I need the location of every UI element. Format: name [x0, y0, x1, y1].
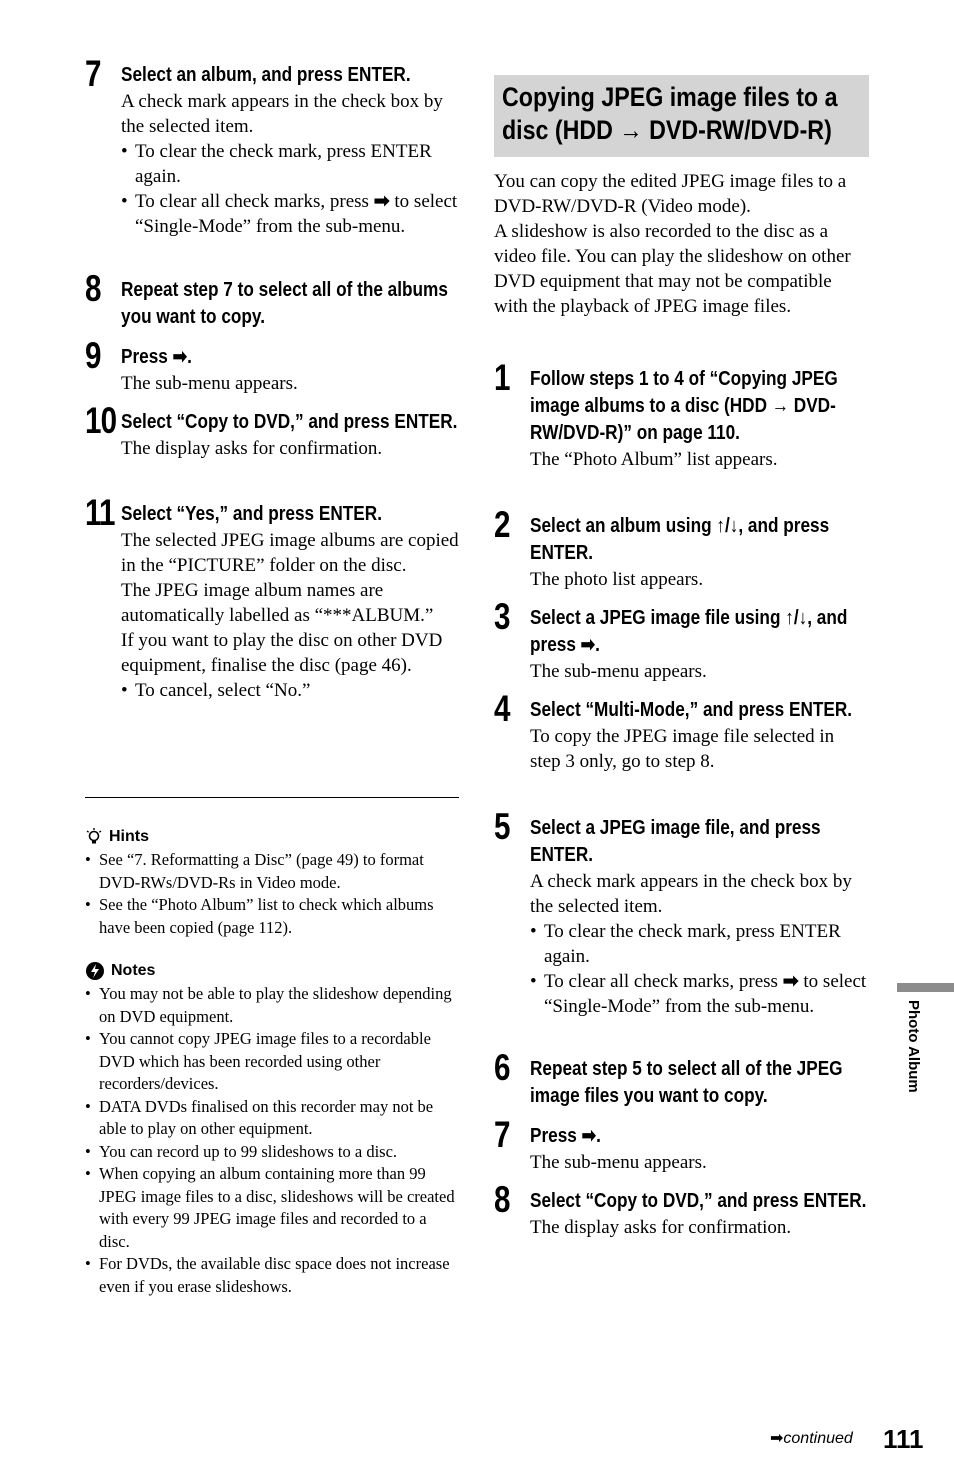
- step-heading: Repeat step 7 to select all of the albums you want to copy.: [121, 279, 448, 328]
- step-text: The display asks for confirmation.: [530, 1217, 792, 1238]
- step-number: 2: [494, 504, 510, 545]
- step-heading: Select “Multi-Mode,” and press ENTER.: [530, 699, 853, 721]
- step-text: A check mark appears in the check box by the selected item.: [530, 871, 852, 917]
- step-text: If you want to play the disc on other DVD equipment, finalise the disc (page 46).: [121, 630, 443, 676]
- step-heading: Select an album using ↑/↓, and press ENTER.: [530, 515, 830, 564]
- hint-item: • See “7. Reformatting a Disc” (page 49) to format DVD-RWs/DVD-Rs in Video mode.: [85, 849, 459, 894]
- step-number: 5: [494, 806, 510, 847]
- step-text: The photo list appears.: [530, 569, 704, 590]
- step-heading: Repeat step 5 to select all of the JPEG image files you want to copy.: [530, 1058, 843, 1107]
- step-number: 6: [494, 1047, 510, 1088]
- page-number: 111: [883, 1424, 924, 1454]
- step-5: [494, 808, 869, 1019]
- step-heading: Press ➡.: [530, 1125, 601, 1147]
- right-arrow-icon: ➡: [581, 1125, 597, 1147]
- step-1: [494, 359, 869, 472]
- step-number: 8: [494, 1179, 510, 1220]
- notes-section: [85, 961, 459, 1298]
- intro-text: A slideshow is also recorded to the disc as a video file. You can play the slideshow on other DVD equipment that may not be compatible with the playback of JPEG image files.: [494, 221, 851, 317]
- step-number: 10: [85, 400, 117, 441]
- note-item: • You can record up to 99 slideshows to a disc.: [85, 1141, 459, 1164]
- step-7: [85, 55, 463, 239]
- section-banner: [494, 75, 869, 157]
- note-item: • DATA DVDs finalised on this recorder may not be able to play on other equipment.: [85, 1096, 459, 1141]
- step-number: 1: [494, 357, 510, 398]
- right-arrow-icon: ➡: [782, 971, 799, 992]
- step-text: To copy the JPEG image file selected in step 3 only, go to step 8.: [530, 726, 835, 772]
- step-number: 9: [85, 335, 101, 376]
- notes-heading: Notes: [85, 961, 459, 981]
- hints-section: [85, 827, 459, 939]
- step-number: 7: [494, 1114, 510, 1155]
- right-arrow-icon: ➡: [373, 191, 390, 212]
- step-10: [85, 402, 463, 461]
- divider: [85, 797, 459, 798]
- step-heading: Select a JPEG image file, and press ENTER.: [530, 817, 821, 866]
- step-8: [494, 1181, 869, 1240]
- note-item: • For DVDs, the available disc space does not increase even if you erase slideshows.: [85, 1253, 459, 1298]
- note-item: • You cannot copy JPEG image files to a recordable DVD which has been recorded using other recorders/devices.: [85, 1028, 459, 1096]
- right-arrow-icon: ➡: [172, 346, 188, 368]
- note-icon: [85, 961, 105, 981]
- step-text: A check mark appears in the check box by the selected item.: [121, 91, 443, 137]
- step-number: 3: [494, 596, 510, 637]
- continued-label: ➡continued: [770, 1430, 853, 1447]
- step-heading: Select a JPEG image file using ↑/↓, and press ➡.: [530, 607, 848, 656]
- bullet: • To clear all check marks, press ➡ to select “Single-Mode” from the sub-menu.: [121, 189, 463, 239]
- step-text: The display asks for confirmation.: [121, 438, 383, 459]
- side-tab-marker: [897, 983, 954, 992]
- step-heading: Select “Yes,” and press ENTER.: [121, 503, 382, 525]
- right-arrow-icon: ➡: [770, 1430, 784, 1447]
- step-2: [494, 506, 869, 592]
- step-9: [85, 337, 463, 396]
- step-text: The selected JPEG image albums are copied in the “PICTURE” folder on the disc.: [121, 530, 459, 576]
- intro-text: You can copy the edited JPEG image files to a DVD-RW/DVD-R (Video mode).: [494, 171, 847, 217]
- step-number: 8: [85, 268, 101, 309]
- step-number: 11: [85, 492, 115, 533]
- hint-item: • See the “Photo Album” list to check which albums have been copied (page 112).: [85, 894, 459, 939]
- step-6: [494, 1049, 869, 1110]
- step-heading: Select an album, and press ENTER.: [121, 64, 411, 86]
- bullet: • To cancel, select “No.”: [121, 678, 463, 703]
- right-arrow-icon: ➡: [580, 634, 596, 656]
- step-7: [494, 1116, 869, 1175]
- step-text: The sub-menu appears.: [530, 661, 707, 682]
- section-title: Copying JPEG image files to a disc (HDD → DVD-RW/DVD-R): [502, 82, 838, 145]
- step-4: [494, 690, 869, 774]
- step-text: The “Photo Album” list appears.: [530, 449, 778, 470]
- bullet: • To clear the check mark, press ENTER again.: [530, 919, 869, 969]
- step-text: The sub-menu appears.: [121, 373, 298, 394]
- step-11: [85, 494, 463, 703]
- step-text: The JPEG image album names are automatically labelled as “***ALBUM.”: [121, 580, 434, 626]
- hints-heading: Hints: [85, 827, 459, 847]
- bullet: • To clear the check mark, press ENTER again.: [121, 139, 463, 189]
- note-item: • When copying an album containing more than 99 JPEG image files to a disc, slideshows will be created with every 99 JPEG image files and recorded to a disc.: [85, 1163, 459, 1253]
- step-text: The sub-menu appears.: [530, 1152, 707, 1173]
- intro: [494, 169, 869, 319]
- step-heading: Select “Copy to DVD,” and press ENTER.: [530, 1190, 867, 1212]
- bullet: • To clear all check marks, press ➡ to select “Single-Mode” from the sub-menu.: [530, 969, 869, 1019]
- step-number: 4: [494, 688, 510, 729]
- step-8: [85, 270, 463, 331]
- step-number: 7: [85, 53, 101, 94]
- lightbulb-icon: [85, 827, 103, 847]
- note-item: • You may not be able to play the slideshow depending on DVD equipment.: [85, 983, 459, 1028]
- step-3: [494, 598, 869, 684]
- side-tab-label: Photo Album: [905, 1000, 922, 1093]
- step-heading: Follow steps 1 to 4 of “Copying JPEG image albums to a disc (HDD → DVD-RW/DVD-R)” on page 110.: [530, 368, 838, 444]
- step-heading: Select “Copy to DVD,” and press ENTER.: [121, 411, 458, 433]
- step-heading: Press ➡.: [121, 346, 192, 368]
